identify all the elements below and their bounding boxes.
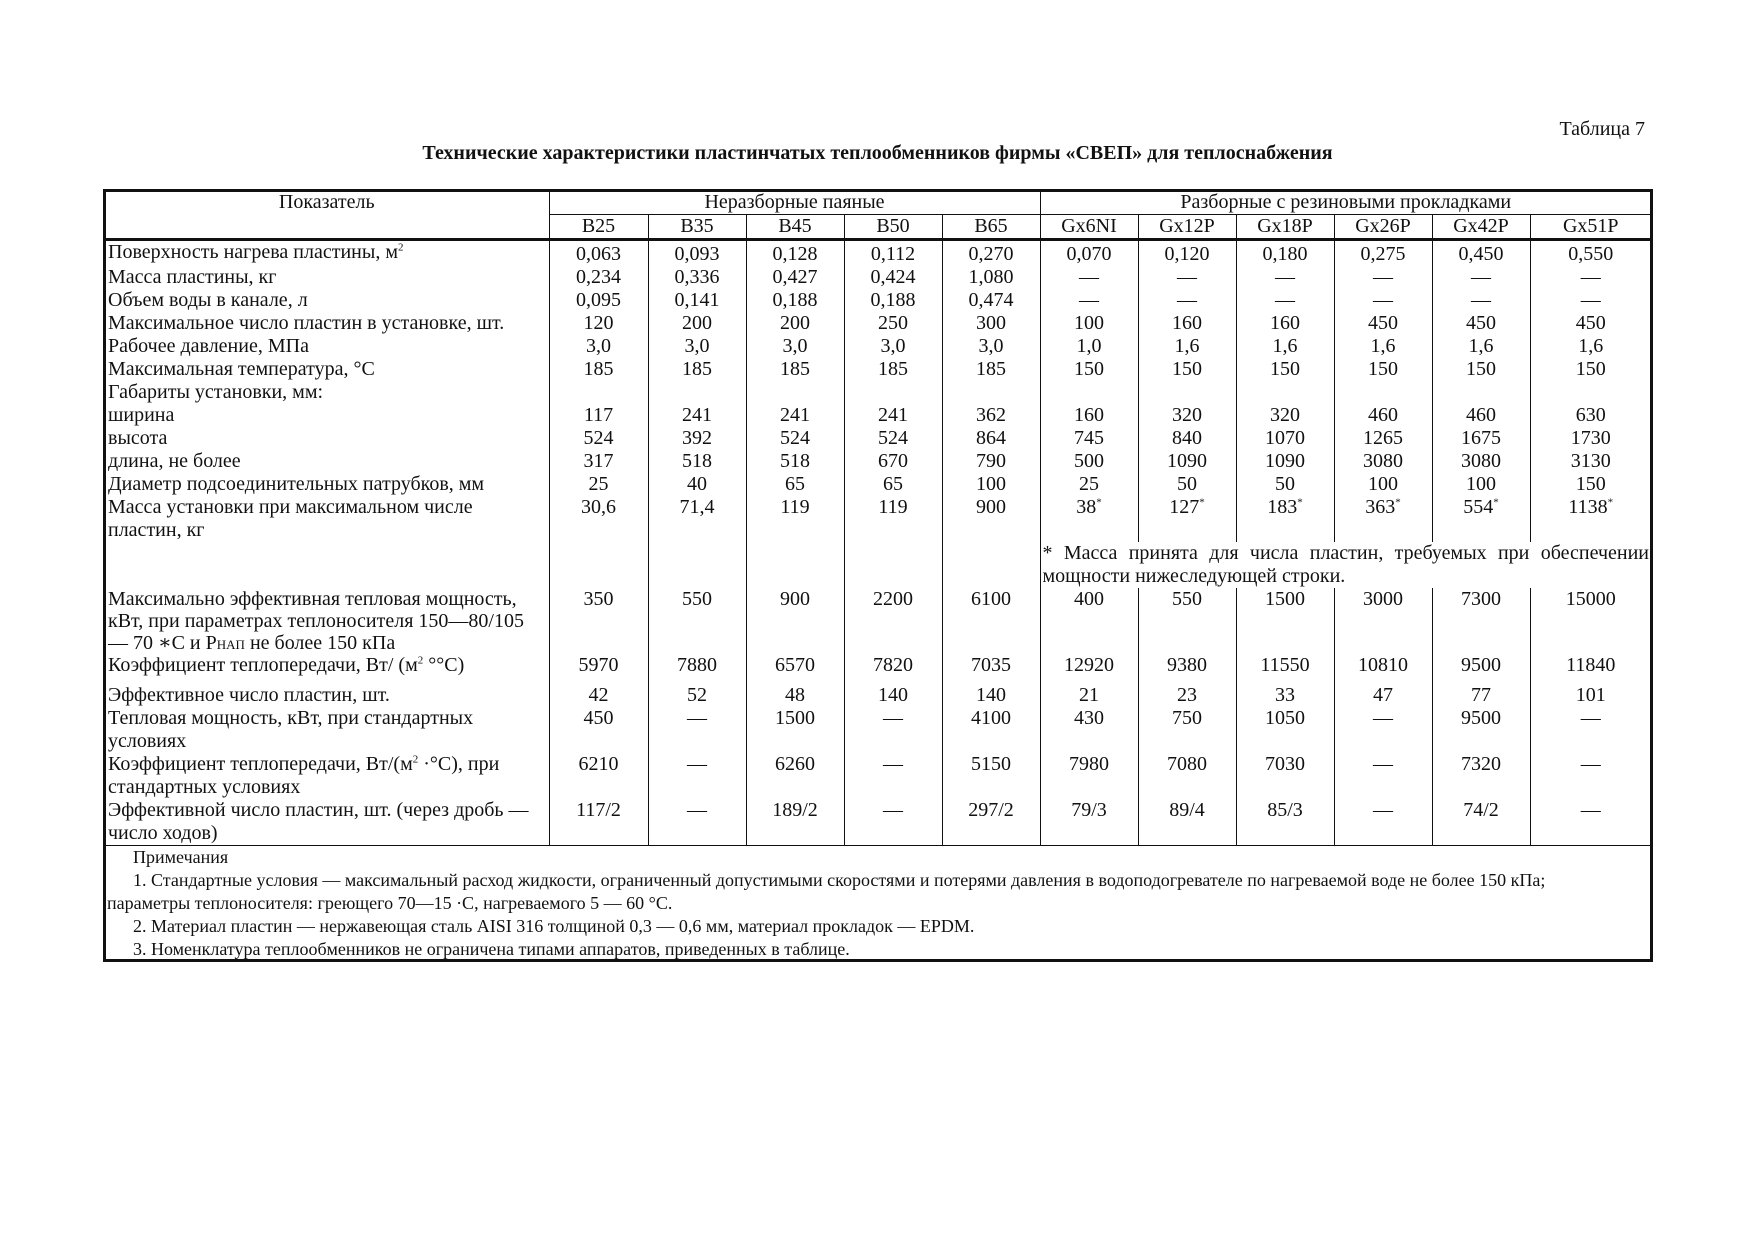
value-cell: 52 [648,684,746,707]
value-cell: — [648,753,746,799]
value-cell: 117 [549,404,648,427]
value-cell: 3,0 [844,335,942,358]
notes-heading: Примечания [133,847,229,867]
value-cell: 33 [1236,684,1334,707]
model-header: B45 [746,215,844,240]
row-label: Максимальное число пластин в установке, шт. [108,312,505,334]
value-cell: 42 [549,684,648,707]
value-cell: 460 [1432,404,1530,427]
value-cell [746,381,844,404]
table-row [105,312,1651,335]
row-label: Габариты установки, мм: [108,381,324,403]
value-cell: 241 [648,404,746,427]
value-cell: 79/3 [1040,799,1138,846]
value-cell: 450 [1530,312,1651,335]
note-1-continued: параметры теплоносителя: греющего 70—15 ·С, нагреваемого 5 — 60 °С. [107,893,673,913]
value-cell [1432,381,1530,404]
model-header: B50 [844,215,942,240]
value-cell: 119 [844,496,942,542]
value-cell: 0,270 [942,240,1040,267]
table-row [105,358,1651,381]
value-cell: 3,0 [549,335,648,358]
value-cell: 3080 [1334,450,1432,473]
value-cell: 1,6 [1432,335,1530,358]
value-cell: 150 [1334,358,1432,381]
row-label: Максимальная температура, °С [108,358,375,380]
row-label: высота [108,427,168,449]
table-row [105,684,1651,707]
value-cell: — [1530,753,1651,799]
value-cell: 100 [942,473,1040,496]
value-cell [1138,381,1236,404]
value-cell: 50 [1236,473,1334,496]
note-2: 2. Материал пластин — нержавеющая сталь AISI 316 толщиной 0,3 — 0,6 мм, материал прокладок — EPDM. [133,916,975,936]
value-cell: 900 [746,588,844,654]
empty-cell [105,542,549,588]
table-row [105,473,1651,496]
value-cell: 7080 [1138,753,1236,799]
value-cell: 127* [1138,496,1236,542]
subscript: НАП [216,637,245,652]
value-cell: 7880 [648,654,746,684]
value-cell: 25 [1040,473,1138,496]
empty-cell [549,542,648,588]
value-cell: 150 [1236,358,1334,381]
value-cell: 630 [1530,404,1651,427]
value-cell: — [1530,799,1651,846]
value-cell: 1675 [1432,427,1530,450]
value-cell: 6210 [549,753,648,799]
value-cell [648,381,746,404]
value-cell: 140 [844,684,942,707]
table-row [105,404,1651,427]
model-header: Gx18P [1236,215,1334,240]
value-cell: 518 [746,450,844,473]
value-cell: 9500 [1432,707,1530,753]
value-cell: 4100 [942,707,1040,753]
value-cell: 0,550 [1530,240,1651,267]
value-cell: 15000 [1530,588,1651,654]
value-cell: 189/2 [746,799,844,846]
value-cell: 7320 [1432,753,1530,799]
value-cell: 0,095 [549,289,648,312]
row-label: Коэффициент теплопередачи, $Вт/(м^2 \cdot^\circ С)$, при стандартных условиях [108,753,500,798]
value-cell: 185 [549,358,648,381]
row-label: Объем воды в канале, л [108,289,308,311]
value-cell: — [1040,266,1138,289]
row-label: Тепловая мощность, кВт, при стандартных условиях [108,707,474,752]
value-cell: 21 [1040,684,1138,707]
value-cell: 150 [1040,358,1138,381]
row-label: длина, не более [108,450,241,472]
value-cell: — [1334,753,1432,799]
value-cell [549,381,648,404]
value-cell: 3130 [1530,450,1651,473]
value-cell: 40 [648,473,746,496]
table-row [105,240,1651,267]
value-cell: 0,336 [648,266,746,289]
value-cell: 363* [1334,496,1432,542]
value-cell: 85/3 [1236,799,1334,846]
value-cell: 450 [549,707,648,753]
value-cell: 150 [1530,473,1651,496]
model-header: Gx12P [1138,215,1236,240]
value-cell: 1,0 [1040,335,1138,358]
table-row [105,289,1651,312]
table-row-plates-passes [105,799,1651,846]
header-indicator: Показатель [105,191,549,240]
value-cell: — [1040,289,1138,312]
value-cell: 1090 [1236,450,1334,473]
row-label: Масса пластины, кг [108,266,277,288]
row-label: Эффективное число пластин, шт. [108,684,390,706]
value-cell: 100 [1432,473,1530,496]
value-cell: 864 [942,427,1040,450]
empty-cell [844,542,942,588]
empty-cell [942,542,1040,588]
value-cell [1334,381,1432,404]
value-cell: 89/4 [1138,799,1236,846]
value-cell: 150 [1138,358,1236,381]
value-cell: 1,6 [1530,335,1651,358]
row-label: Максимально эффективная тепловая мощность, кВт, при параметрах теплоносителя 150—80/105 — 70 ∗С и РНАП не более 150 кПа [108,588,524,654]
value-cell: 7035 [942,654,1040,684]
value-cell: 74/2 [1432,799,1530,846]
value-cell: 900 [942,496,1040,542]
value-cell: 2200 [844,588,942,654]
value-cell: 0,424 [844,266,942,289]
value-cell: 3000 [1334,588,1432,654]
value-cell: 524 [746,427,844,450]
value-cell: 25 [549,473,648,496]
value-cell: 0,275 [1334,240,1432,267]
value-cell: 77 [1432,684,1530,707]
superscript: 2 [412,753,419,766]
value-cell: 150 [1530,358,1651,381]
value-cell: 23 [1138,684,1236,707]
value-cell: 47 [1334,684,1432,707]
value-cell: 840 [1138,427,1236,450]
value-cell: 6570 [746,654,844,684]
value-cell: 0,180 [1236,240,1334,267]
value-cell: 10810 [1334,654,1432,684]
value-cell: 3,0 [648,335,746,358]
value-cell [1530,381,1651,404]
row-label: Диаметр подсоединительных патрубков, мм [108,473,485,495]
value-cell: 500 [1040,450,1138,473]
value-cell: — [1530,707,1651,753]
value-cell: 320 [1236,404,1334,427]
row-label: Поверхность нагрева пластины, $м^2$ [108,241,404,263]
table-row [105,427,1651,450]
value-cell: 185 [648,358,746,381]
value-cell: 7820 [844,654,942,684]
value-cell: — [648,707,746,753]
row-label: Коэффициент теплопередачи, Вт/ ($м^2$ °°С) [108,654,465,676]
value-cell: — [1334,289,1432,312]
value-cell: 65 [844,473,942,496]
value-cell: 150 [1432,358,1530,381]
mass-footnote-text: * Масса принята для числа пластин, требуемых при обеспечении мощности нижеследующей строки. [1042,542,1650,587]
value-cell: 3,0 [942,335,1040,358]
value-cell: 7980 [1040,753,1138,799]
model-header: B35 [648,215,746,240]
value-cell: 117/2 [549,799,648,846]
value-cell: 0,112 [844,240,942,267]
value-cell: 0,128 [746,240,844,267]
value-cell: 11550 [1236,654,1334,684]
value-cell: — [1334,799,1432,846]
value-cell: 50 [1138,473,1236,496]
value-cell [1040,381,1138,404]
note-1: 1. Стандартные условия — максимальный расход жидкости, ограниченный допустимыми скоростями и потерями давления в водоподогревателе по нагреваемой воде не более 150 кПа; [133,870,1546,890]
value-cell: 160 [1138,312,1236,335]
value-cell: 0,188 [746,289,844,312]
value-cell: 1265 [1334,427,1432,450]
row-label: Масса установки при максимальном числе пластин, кг [108,496,473,541]
value-cell: 5970 [549,654,648,684]
value-cell: 11840 [1530,654,1651,684]
empty-cell [648,542,746,588]
value-cell: 362 [942,404,1040,427]
value-cell: 300 [942,312,1040,335]
footnote-star: * [1096,496,1102,509]
empty-cell [746,542,844,588]
value-cell: 160 [1236,312,1334,335]
table-row-heat-coef-std [105,753,1651,799]
value-cell: 350 [549,588,648,654]
value-cell: 119 [746,496,844,542]
value-cell: 0,427 [746,266,844,289]
value-cell: 1,6 [1334,335,1432,358]
value-cell: 3080 [1432,450,1530,473]
value-cell: 790 [942,450,1040,473]
value-cell: — [1530,266,1651,289]
value-cell: 670 [844,450,942,473]
value-cell: — [1334,707,1432,753]
model-header: Gx6NI [1040,215,1138,240]
value-cell: 0,188 [844,289,942,312]
table-row-heat-coef [105,654,1651,684]
value-cell: — [1432,289,1530,312]
model-header: B25 [549,215,648,240]
value-cell: 6100 [942,588,1040,654]
value-cell: 1500 [1236,588,1334,654]
value-cell [844,381,942,404]
value-cell: 200 [648,312,746,335]
model-header: Gx26P [1334,215,1432,240]
value-cell: 120 [549,312,648,335]
value-cell: 400 [1040,588,1138,654]
value-cell: 5150 [942,753,1040,799]
value-cell: — [844,799,942,846]
value-cell: 0,120 [1138,240,1236,267]
footnote-star: * [1199,496,1205,509]
value-cell: 0,474 [942,289,1040,312]
value-cell: 7300 [1432,588,1530,654]
value-cell: — [1530,289,1651,312]
superscript: 2 [397,241,404,254]
row-label: ширина [108,404,175,426]
value-cell: 48 [746,684,844,707]
value-cell: 745 [1040,427,1138,450]
value-cell: 7030 [1236,753,1334,799]
value-cell: — [1432,266,1530,289]
table-row [105,381,1651,404]
value-cell: — [844,753,942,799]
value-cell: 1500 [746,707,844,753]
value-cell: — [1236,289,1334,312]
value-cell [942,381,1040,404]
table-row [105,266,1651,289]
value-cell: 1070 [1236,427,1334,450]
model-header: B65 [942,215,1040,240]
value-cell: 38* [1040,496,1138,542]
value-cell: 1090 [1138,450,1236,473]
value-cell: 0,093 [648,240,746,267]
value-cell: 0,450 [1432,240,1530,267]
table-row [105,335,1651,358]
value-cell: 524 [844,427,942,450]
value-cell: 460 [1334,404,1432,427]
table-title: Технические характеристики пластинчатых теплообменников фирмы «СВЕП» для теплоснабжения [422,142,1333,164]
value-cell: 140 [942,684,1040,707]
table-number: Таблица 7 [1559,118,1645,140]
table-row [105,707,1651,753]
value-cell: 392 [648,427,746,450]
value-cell: 524 [549,427,648,450]
value-cell [1236,381,1334,404]
value-cell: 317 [549,450,648,473]
spec-table [105,191,1651,961]
value-cell: 554* [1432,496,1530,542]
value-cell: 101 [1530,684,1651,707]
value-cell: 250 [844,312,942,335]
value-cell: 185 [942,358,1040,381]
value-cell: 0,070 [1040,240,1138,267]
value-cell: 241 [746,404,844,427]
value-cell: 750 [1138,707,1236,753]
value-cell: 297/2 [942,799,1040,846]
value-cell: 9500 [1432,654,1530,684]
value-cell: 100 [1334,473,1432,496]
model-header: Gx42P [1432,215,1530,240]
value-cell: 183* [1236,496,1334,542]
footnote-star: * [1395,496,1401,509]
value-cell: 0,141 [648,289,746,312]
value-cell: 0,234 [549,266,648,289]
value-cell: — [1334,266,1432,289]
value-cell: 3,0 [746,335,844,358]
value-cell: — [1138,289,1236,312]
value-cell: 185 [844,358,942,381]
footnote-star: * [1297,496,1303,509]
mass-footnote [1040,542,1651,588]
value-cell: 550 [648,588,746,654]
value-cell: — [648,799,746,846]
value-cell: 65 [746,473,844,496]
table-row [105,450,1651,473]
value-cell: 1,6 [1236,335,1334,358]
value-cell: — [844,707,942,753]
value-cell: 12920 [1040,654,1138,684]
superscript: 2 [417,654,424,667]
row-label: Рабочее давление, МПа [108,335,309,357]
value-cell: 0,063 [549,240,648,267]
value-cell: 450 [1432,312,1530,335]
value-cell: 185 [746,358,844,381]
value-cell: 9380 [1138,654,1236,684]
value-cell: 30,6 [549,496,648,542]
value-cell: 1,6 [1138,335,1236,358]
value-cell: 1,080 [942,266,1040,289]
value-cell: 1050 [1236,707,1334,753]
table-row-mass [105,496,1651,542]
value-cell: 71,4 [648,496,746,542]
value-cell: 200 [746,312,844,335]
table-row-max-power [105,588,1651,654]
footnote-star: * [1493,496,1499,509]
note-3: 3. Номенклатура теплообменников не ограничена типами аппаратов, приведенных в таблице. [133,939,850,959]
header-group-brazed: Неразборные паяные [549,191,1040,215]
value-cell: 518 [648,450,746,473]
value-cell: 320 [1138,404,1236,427]
value-cell: 550 [1138,588,1236,654]
model-header: Gx51P [1530,215,1651,240]
value-cell: 241 [844,404,942,427]
value-cell: 1730 [1530,427,1651,450]
value-cell: — [1236,266,1334,289]
header-group-gasketed: Разборные с резиновыми прокладками [1040,191,1651,215]
value-cell: 160 [1040,404,1138,427]
table-row-footnote [105,542,1651,588]
row-label: Эффективной число пластин, шт. (через дробь — число ходов) [108,799,529,844]
value-cell: 450 [1334,312,1432,335]
value-cell: 100 [1040,312,1138,335]
value-cell: 6260 [746,753,844,799]
value-cell: — [1138,266,1236,289]
notes-block [105,846,1651,962]
value-cell: 430 [1040,707,1138,753]
value-cell: 1138* [1530,496,1651,542]
footnote-star: * [1607,496,1614,509]
